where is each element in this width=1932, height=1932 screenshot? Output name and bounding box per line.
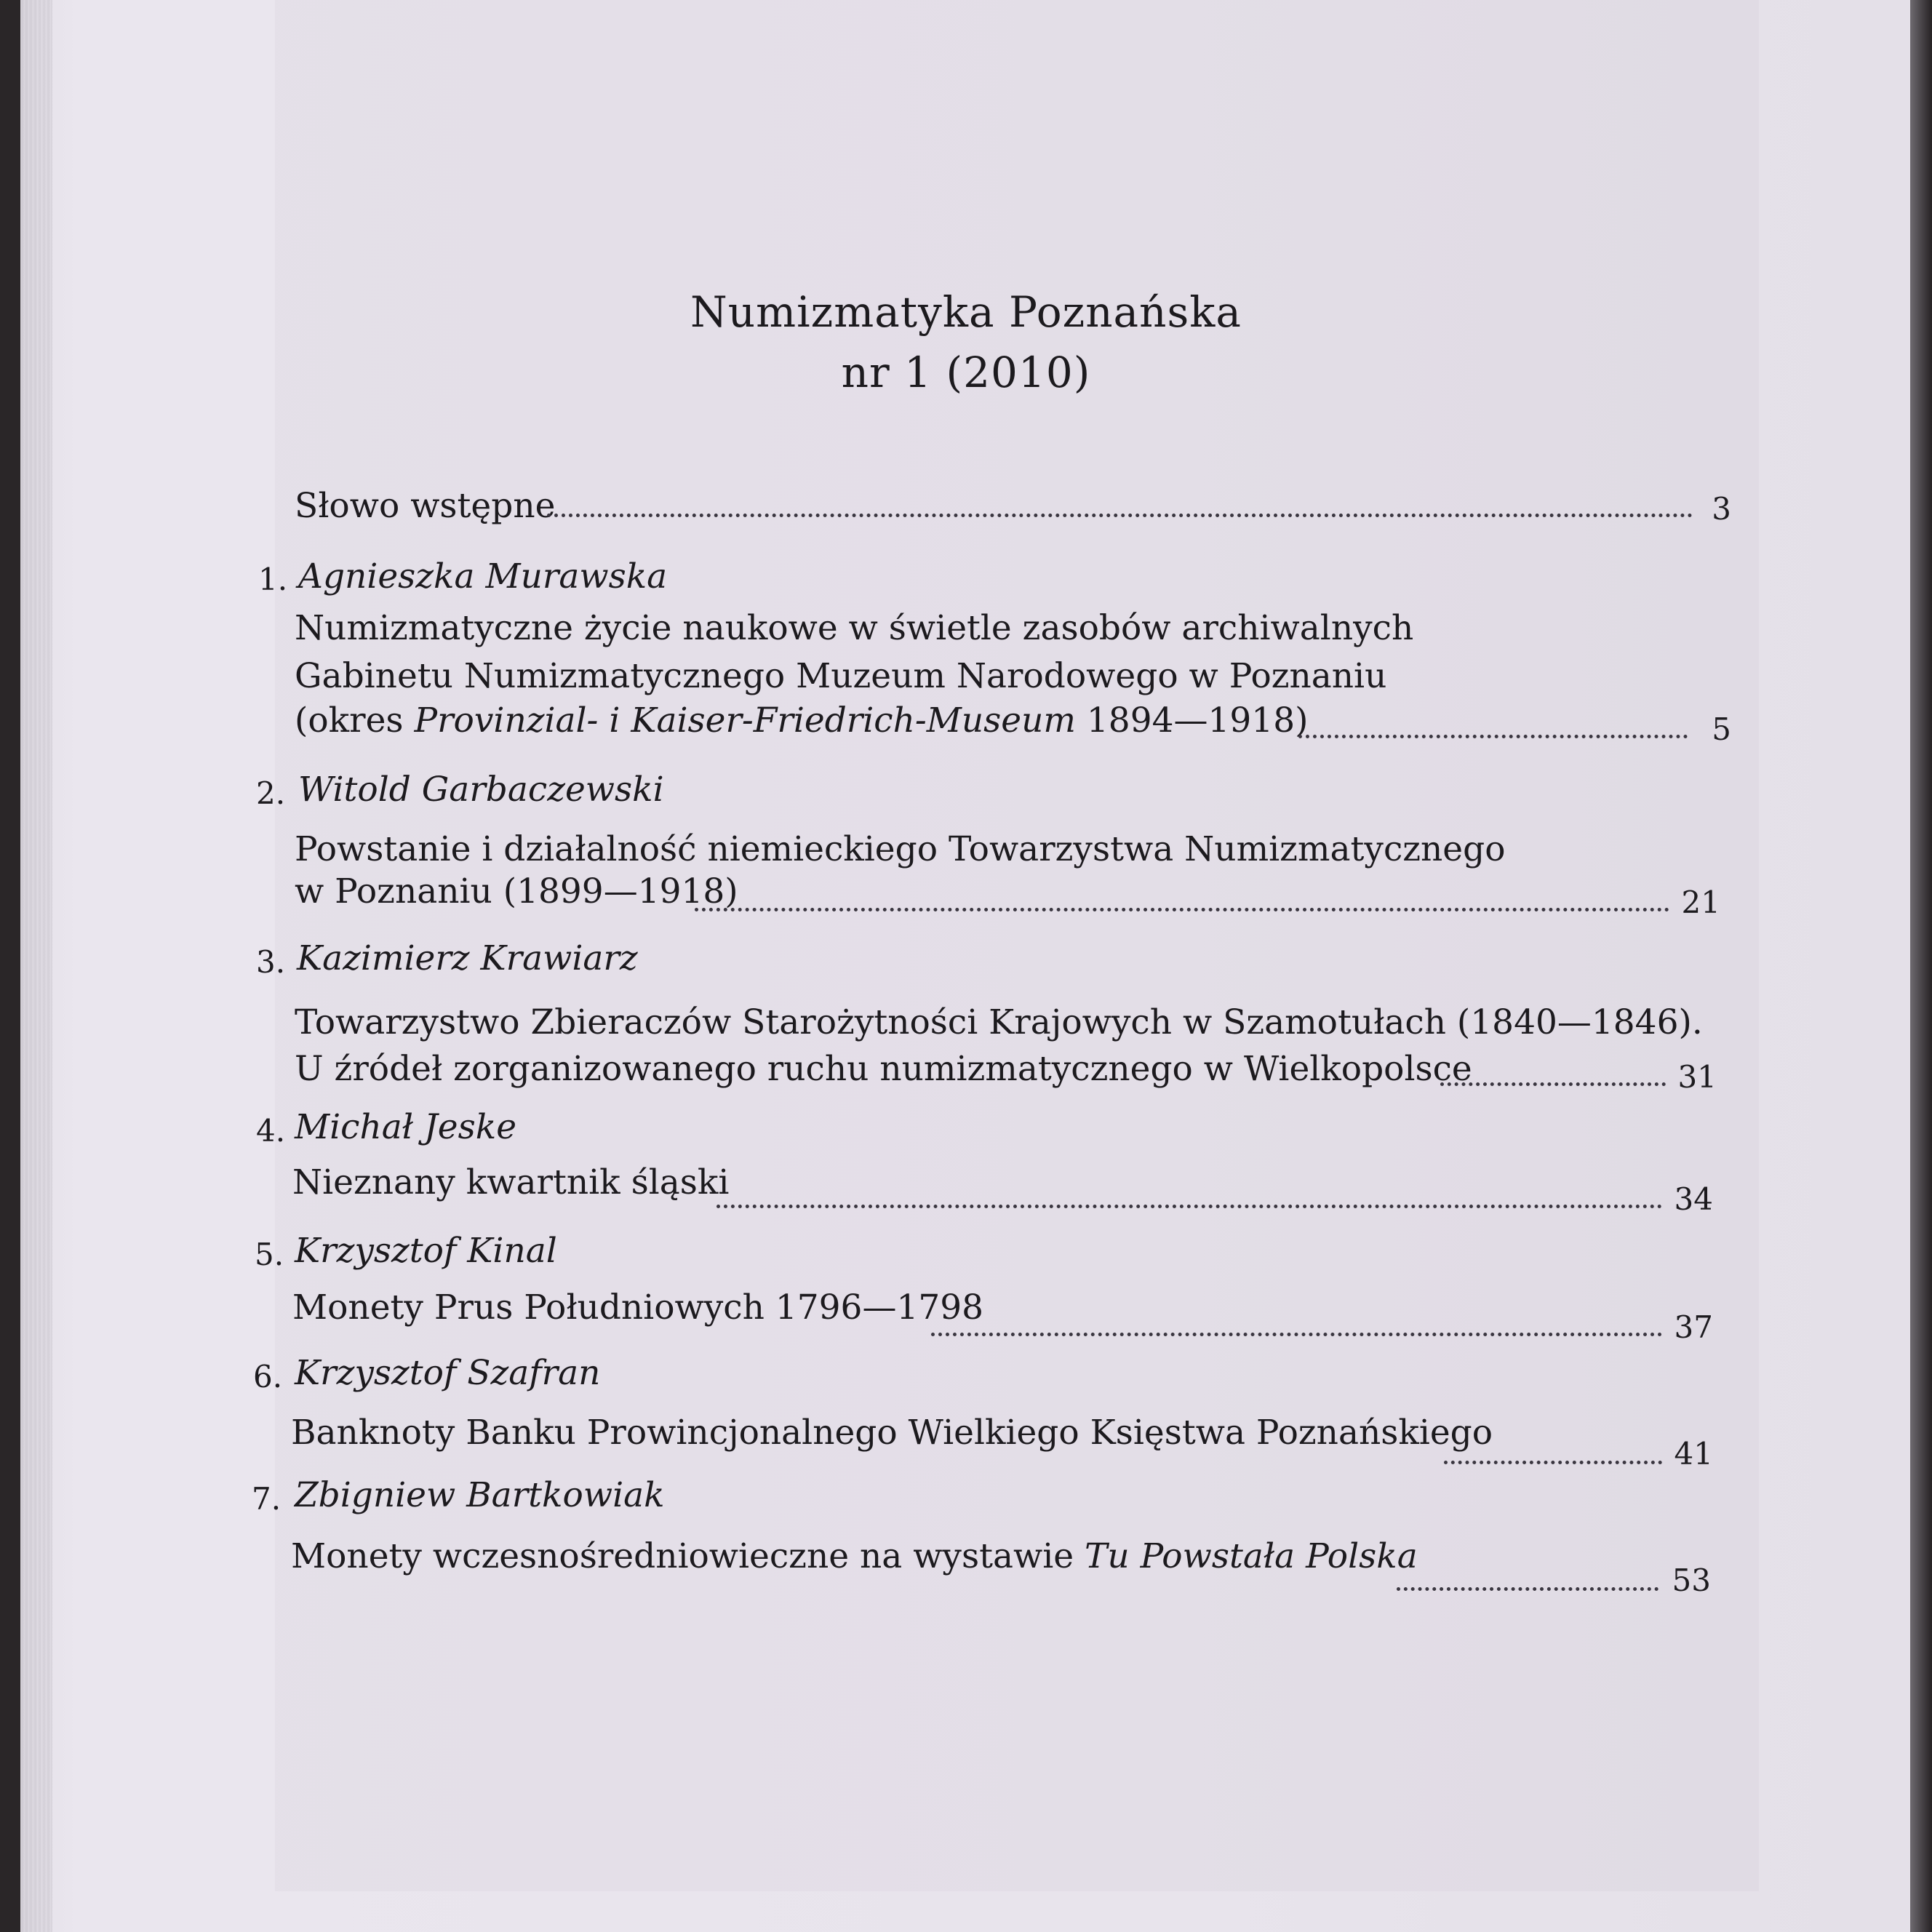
entry-4-page-number: 34 xyxy=(1674,1181,1713,1217)
leader-dots xyxy=(547,512,1693,517)
entry-6-page-number: 41 xyxy=(1674,1436,1713,1472)
entry-2-number: 2. xyxy=(256,775,286,811)
preface-page-number: 3 xyxy=(1712,491,1731,527)
preface-label: Słowo wstępne xyxy=(295,486,556,526)
leader-dots xyxy=(1440,1081,1666,1086)
leader-dots xyxy=(716,1203,1662,1208)
entry-2-title-line2: w Poznaniu (1899—1918) xyxy=(295,871,738,911)
entry-1-title-line1: Numizmatyczne życie naukowe w świetle zasobów archiwalnych xyxy=(295,608,1414,648)
entry-1-page-number: 5 xyxy=(1712,711,1731,747)
entry-4-title-line1: Nieznany kwartnik śląski xyxy=(292,1162,730,1202)
entry-7-author: Zbigniew Bartkowiak xyxy=(295,1475,665,1515)
entry-6-number: 6. xyxy=(253,1359,283,1394)
entry-5-author: Krzysztof Kinal xyxy=(295,1231,557,1271)
entry-1-author: Agnieszka Murawska xyxy=(298,556,668,596)
entry-2-title-line1: Powstanie i działalność niemieckiego Towarzystwa Numizmatycznego xyxy=(295,829,1506,869)
entry-7-title-line1: Monety wczesnośredniowieczne na wystawie Tu Powstała Polska xyxy=(291,1536,1418,1576)
journal-title: Numizmatyka Poznańska xyxy=(690,287,1242,337)
entry-4-author: Michał Jeske xyxy=(295,1107,517,1147)
entry-5-page-number: 37 xyxy=(1674,1309,1713,1345)
entry-3-page-number: 31 xyxy=(1677,1059,1717,1095)
leader-dots xyxy=(1298,733,1688,738)
entry-3-number: 3. xyxy=(256,944,286,980)
entry-3-author: Kazimierz Krawiarz xyxy=(297,938,638,978)
leader-dots xyxy=(931,1331,1662,1336)
leader-dots xyxy=(695,906,1669,911)
entry-4-number: 4. xyxy=(256,1113,286,1149)
entry-7-number: 7. xyxy=(252,1481,282,1517)
entry-1-title-line3: (okres Provinzial- i Kaiser-Friedrich-Museum 1894—1918) xyxy=(295,700,1309,741)
entry-1-title-line2: Gabinetu Numizmatycznego Muzeum Narodowego w Poznaniu xyxy=(295,656,1387,696)
entry-5-title-line1: Monety Prus Południowych 1796—1798 xyxy=(292,1288,984,1328)
entry-2-page-number: 21 xyxy=(1681,885,1720,920)
entry-7-page-number: 53 xyxy=(1672,1562,1711,1598)
entry-2-author: Witold Garbaczewski xyxy=(298,770,664,810)
entry-3-title-line2: U źródeł zorganizowanego ruchu numizmatycznego w Wielkopolsce xyxy=(295,1049,1472,1089)
entry-6-title-line1: Banknoty Banku Prowincjonalnego Wielkiego Księstwa Poznańskiego xyxy=(291,1413,1493,1453)
entry-3-title-line1: Towarzystwo Zbieraczów Starożytności Krajowych w Szamotułach (1840—1846). xyxy=(295,1002,1703,1042)
entry-1-number: 1. xyxy=(258,562,288,597)
leader-dots xyxy=(1397,1586,1658,1591)
entry-5-number: 5. xyxy=(255,1237,284,1272)
leader-dots xyxy=(1444,1459,1662,1464)
entry-6-author: Krzysztof Szafran xyxy=(295,1353,601,1393)
journal-issue: nr 1 (2010) xyxy=(841,348,1091,397)
